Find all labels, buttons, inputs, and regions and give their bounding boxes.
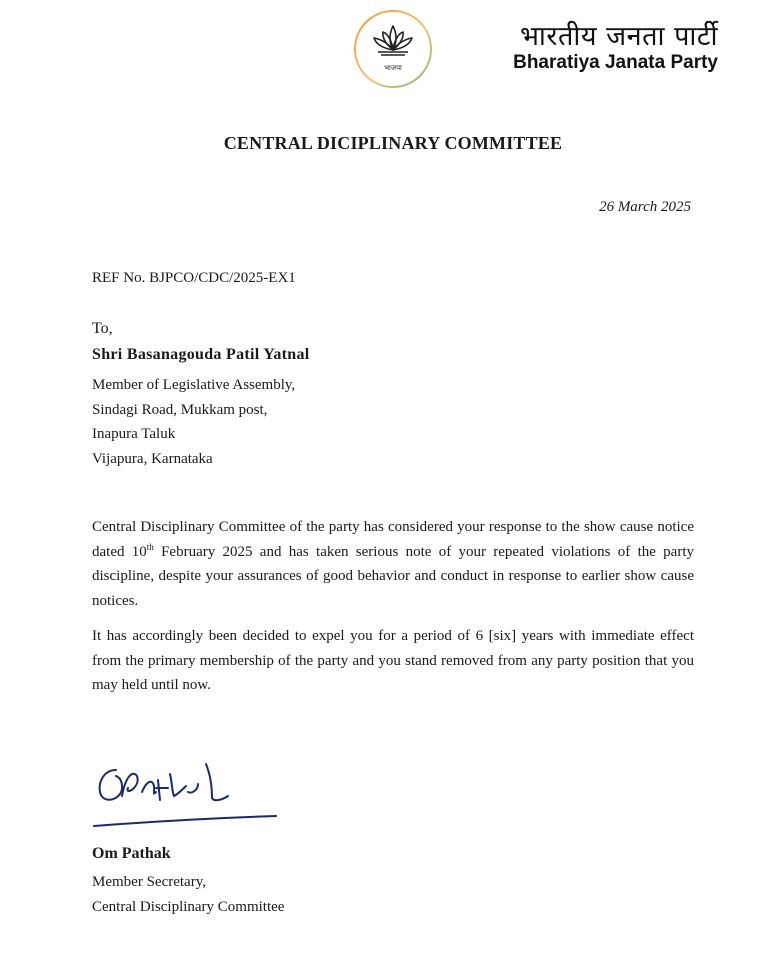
reference-number: REF No. BJPCO/CDC/2025-EX1 [92, 270, 296, 286]
signatory-name: Om Pathak [92, 845, 171, 862]
body-paragraph-2: It has accordingly been decided to expel you for a period of 6 [six] years with immediate effect from the primary membership of the party and you stand removed from any party position that you may held until now. [92, 628, 694, 693]
party-name-english: Bharatiya Janata Party [513, 52, 718, 73]
logo-caption: भाजपा [384, 64, 402, 72]
address-line: Member of Legislative Assembly, [92, 377, 296, 393]
party-name-hindi: भारतीय जनता पार्टी [519, 21, 718, 52]
letter-date: 26 March 2025 [599, 199, 691, 215]
signature-block [86, 756, 286, 836]
committee-title: CENTRAL DICIPLINARY COMMITTEE [223, 133, 563, 153]
address-line: Sindagi Road, Mukkam post, [92, 401, 268, 418]
address-line: Vijapura, Karnataka [92, 450, 213, 467]
salutation: To, [92, 320, 113, 337]
paragraph-text: February 2025 and has taken serious note of your repeated violations of the party discipline, despite your assurances of good behavior and conduct in response to earlier show cause notices. [92, 543, 695, 609]
body-paragraph-1 [92, 515, 694, 613]
paragraph-text: Central Disciplinary Committee of the party has considered your response to the show cause notice dated 10 [92, 519, 694, 560]
signatory-title-line: Central Disciplinary Committee [92, 898, 285, 915]
addressee-address [92, 373, 295, 471]
lotus-emblem-icon [352, 8, 434, 90]
address-line: Inapura Taluk [92, 426, 176, 442]
ordinal-suffix: th [146, 541, 154, 552]
addressee-name: Shri Basanagouda Patil Yatnal [92, 346, 310, 363]
handwritten-signature-icon [86, 756, 286, 836]
signatory-title-line: Member Secretary, [92, 874, 206, 890]
party-logo [352, 8, 434, 90]
signatory-title [92, 870, 284, 919]
